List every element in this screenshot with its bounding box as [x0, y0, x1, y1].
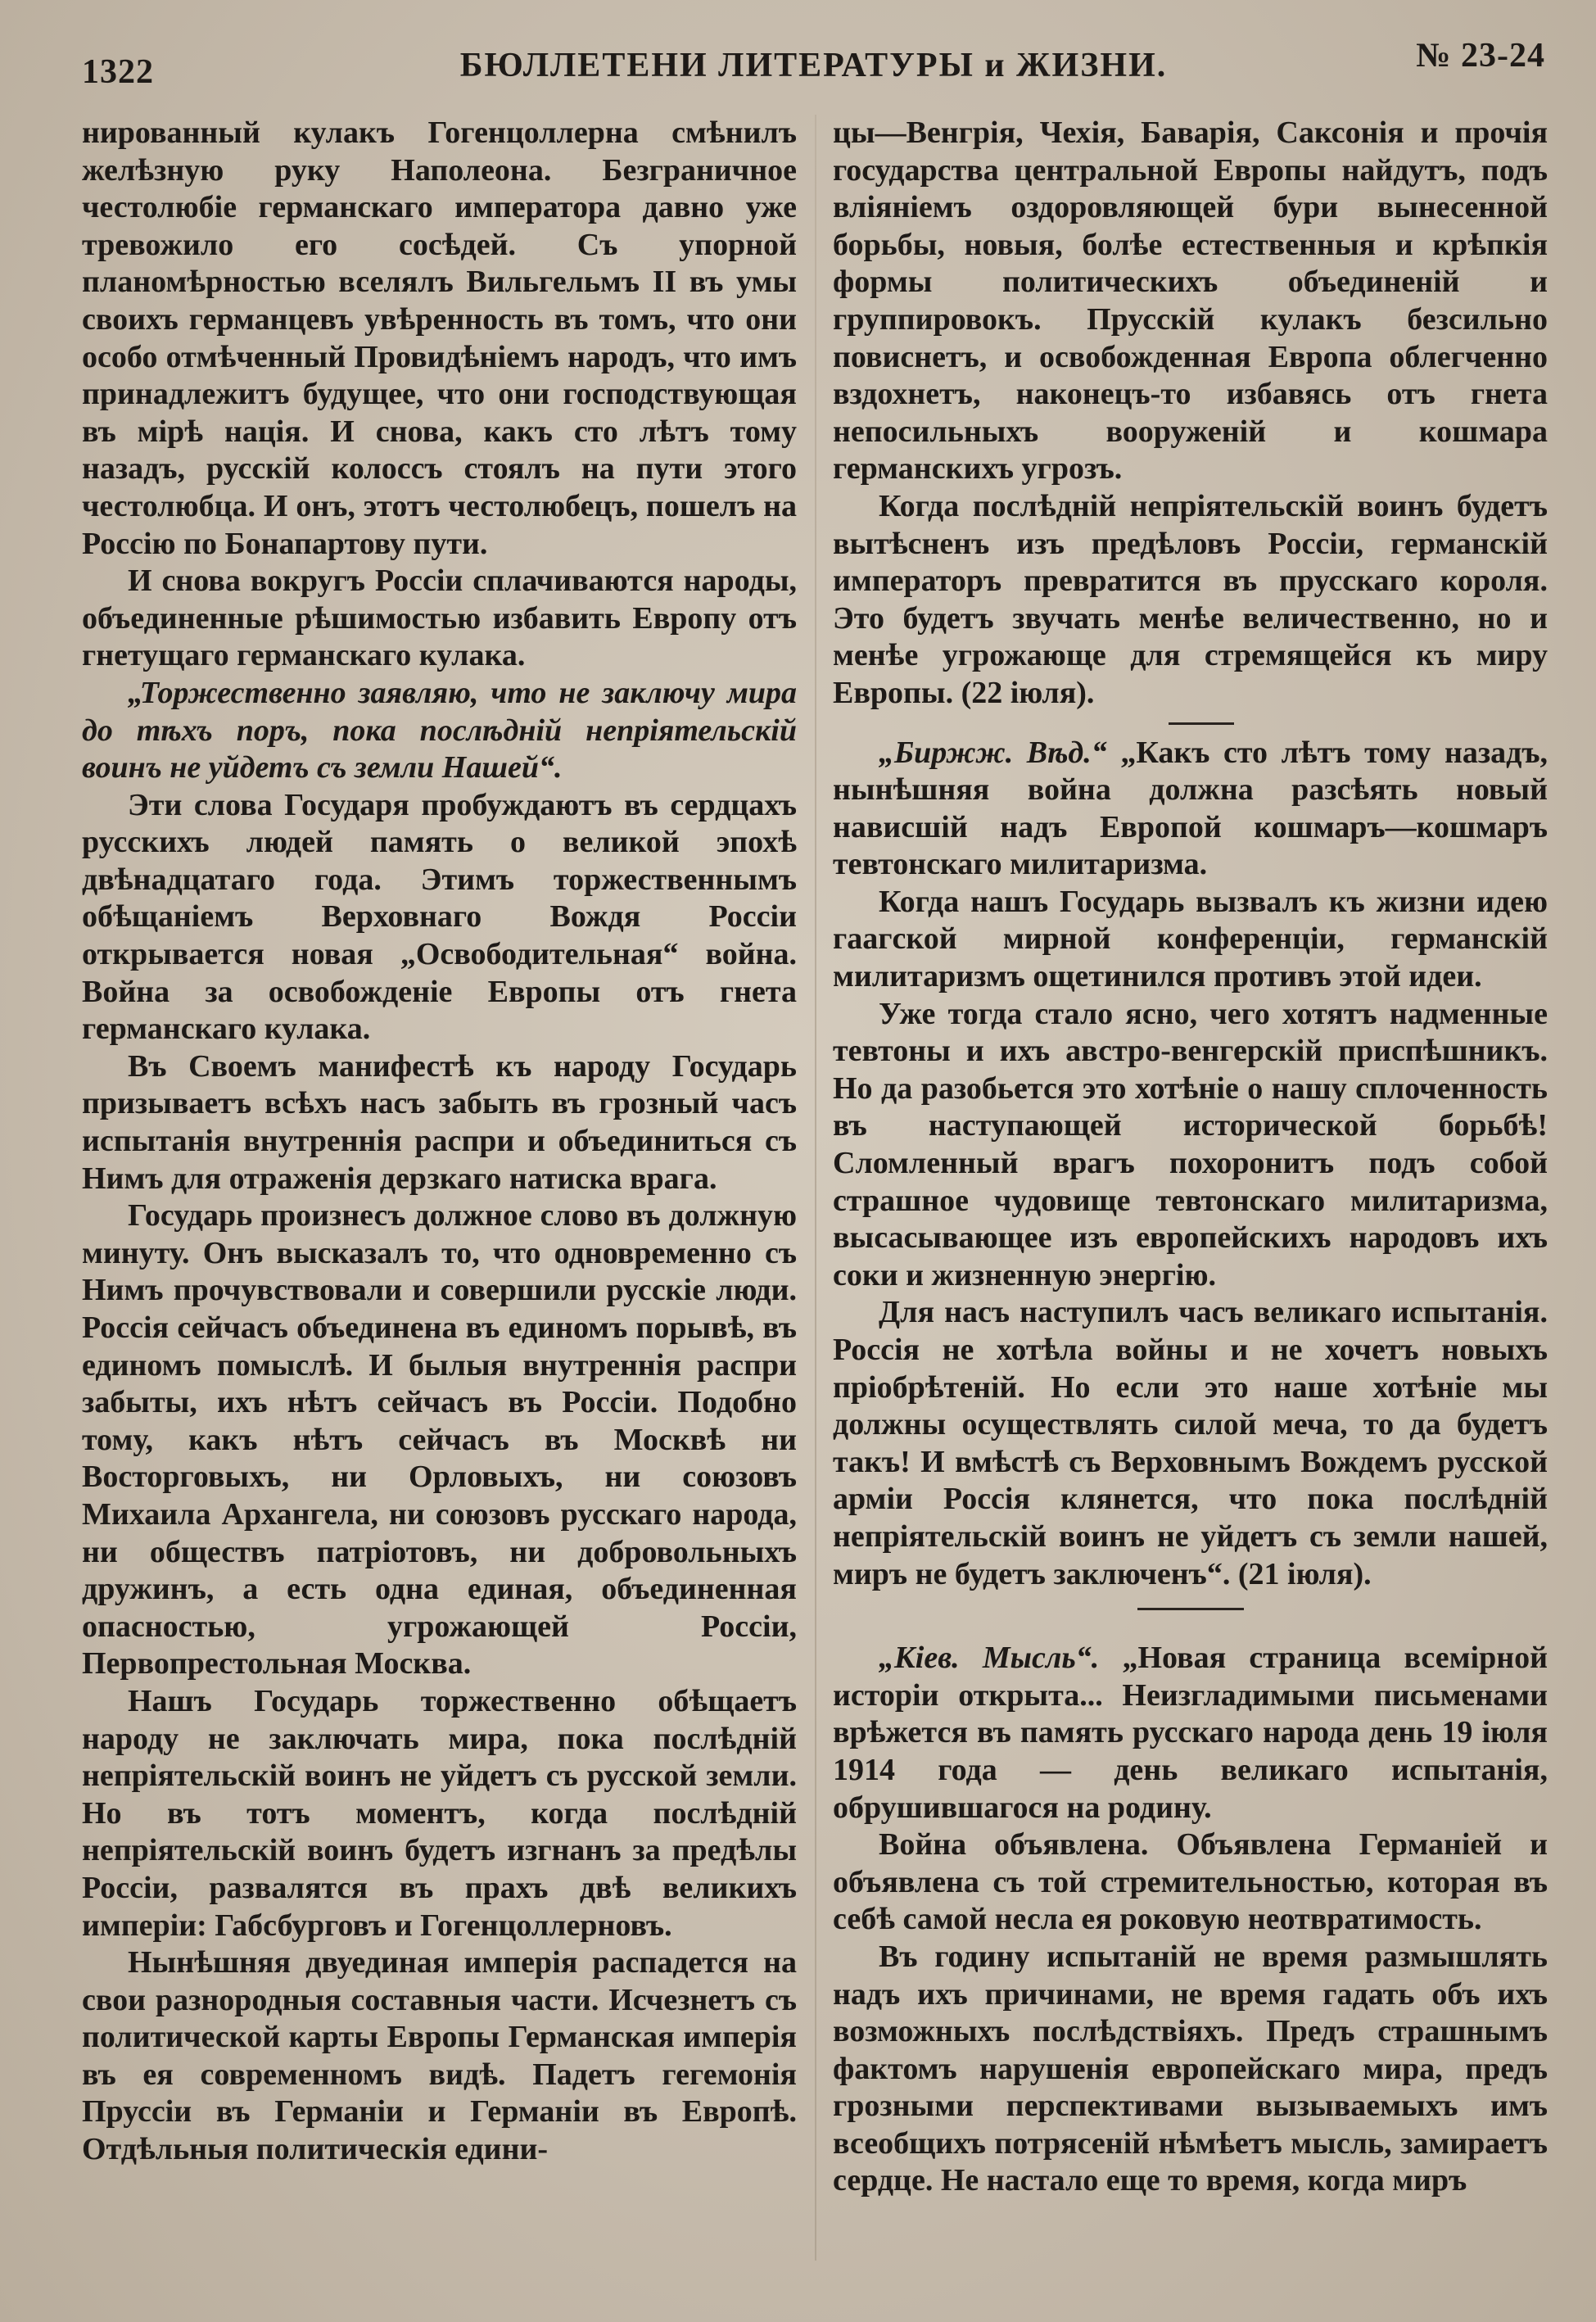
paragraph-text: „Новая страница всемірной исторіи открыта... Неизгладимыми письменами врѣжется въ память русскаго народа день 19 іюля 1914 года — день великаго испытанія, обрушившагося на родину. [833, 1641, 1548, 1825]
paragraph: Когда послѣдній непріятельскій воинъ будетъ вытѣсненъ изъ предѣловъ Россіи, германскій императоръ превратится въ прусскаго короля. Это будетъ звучать менѣе величественно, но и менѣе угрожающе для стремящейся къ миру Европы. (22 іюля). [833, 488, 1548, 710]
paragraph: И снова вокругъ Россіи сплачиваются народы, объединенные рѣшимостью избавить Европу отъ гнетущаго германскаго кулака. [82, 564, 797, 673]
page-number: 1322 [82, 53, 154, 91]
paragraph [833, 1640, 1548, 1826]
paragraph: Государь произнесъ должное слово въ должную минуту. Онъ высказалъ то, что одновременно съ Нимъ прочувствовали и совершили русскіе люди. Россія сейчасъ объединена въ единомъ порывѣ, въ единомъ помыслѣ. И былыя внутреннія распри забыты, ихъ нѣтъ сейчасъ въ Россіи. Подобно тому, какъ нѣтъ сейчасъ въ Москвѣ ни Восторговыхъ, ни Орловыхъ, ни союзовъ Михаила Архангела, ни союзовъ русскаго народа, ни обществъ патріотовъ, ни добровольныхъ дружинъ, а есть одна единая, объединенная опасностью, угрожающей Россіи, Первопрестольная Москва. [82, 1198, 797, 1682]
paragraph: Когда нашъ Государь вызвалъ къ жизни идею гаагской мирной конференціи, германскій милитаризмъ ощетинился противъ этой идеи. [833, 884, 1548, 994]
paragraph: Нашъ Государь торжественно обѣщаетъ народу не заключать мира, пока послѣдній непріятельскій воинъ не уйдетъ съ русской земли. Но въ тотъ моментъ, когда послѣдній непріятельскій воинъ будетъ изгнанъ за предѣлы Россіи, развалятся въ прахъ двѣ великихъ имперіи: Габсбурговъ и Гогенцоллерновъ. [82, 1683, 797, 1943]
journal-title: БЮЛЛЕТЕНИ ЛИТЕРАТУРЫ и ЖИЗНИ. [459, 47, 1168, 84]
section-separator [1169, 722, 1234, 725]
paragraph: цы—Венгрія, Чехія, Баварія, Саксонія и прочія государства центральной Европы найдутъ, подъ вліяніемъ оздоровляющей бури вынесенной борьбы, новыя, болѣе естественныя и крѣпкія формы политическихъ объединеній и группировокъ. Прусскій кулакъ безсильно повиснетъ, и освобожденная Европа облегченно вздохнетъ, наконецъ-то избавясь отъ гнета непосильныхъ вооруженій и кошмара германскихъ угрозъ. [833, 115, 1548, 487]
paragraph: нированный кулакъ Гогенцоллерна смѣнилъ желѣзную руку Наполеона. Безграничное честолюбіе германскаго императора давно уже тревожило его сосѣдей. Съ упорной планомѣрностью вселялъ Вильгельмъ II въ умы своихъ германцевъ увѣренность въ томъ, что они особо отмѣченный Провидѣніемъ народъ, что имъ принадлежитъ будущее, что они господствующая въ мірѣ нація. И снова, какъ сто лѣтъ тому назадъ, русскій колоссъ стоялъ на пути этого честолюбца. И онъ, этотъ честолюбецъ, пошелъ на Россію по Бонапартову пути. [82, 115, 797, 561]
running-header [82, 36, 1545, 93]
paragraph: Война объявлена. Объявлена Германіей и объявлена съ той стремительностью, которая въ себѣ самой несла ея роковую неотвратимость. [833, 1827, 1548, 1937]
paragraph: Уже тогда стало ясно, чего хотятъ надменные тевтоны и ихъ австро-венгерскій приспѣшникъ. Но да разобьется это хотѣніе о нашу сплоченность въ наступающей исторической борьбѣ! Сломленный врагъ похоронитъ подъ собой страшное чудовище тевтонскаго милитаризма, высасывающее изъ европейскихъ народовъ ихъ соки и жизненную энергію. [833, 996, 1548, 1292]
paragraph: Нынѣшняя двуединая имперія распадется на свои разнородныя составныя части. Исчезнетъ съ политической карты Европы Германская имперія въ ея современномъ видѣ. Падетъ гегемонія Пруссіи въ Германіи и Германіи въ Европѣ. Отдѣльныя политическія едини- [82, 1945, 797, 2167]
column-divider [815, 115, 816, 2261]
section-separator [1137, 1608, 1244, 1610]
source-name: „Биржж. Вѣд.“ [879, 735, 1107, 770]
paragraph: Эти слова Государя пробуждаютъ въ сердцахъ русскихъ людей память о великой эпохѣ двѣнадцатаго года. Этимъ торжественнымъ обѣщаніемъ Верховнаго Вождя Россіи открывается новая „Освободительная“ война. Война за освобожденіе Европы отъ гнета германскаго кулака. [82, 787, 797, 1047]
left-column [82, 115, 797, 2261]
source-name: „Кіев. Мысль“. [879, 1641, 1100, 1676]
tsar-quote: „Торжественно заявляю, что не заключу мира до тѣхъ поръ, пока послѣдній непріятельскій воинъ не уйдетъ съ земли Нашей“. [82, 675, 797, 785]
paragraph [833, 735, 1548, 884]
paragraph: Для насъ наступилъ часъ великаго испытанія. Россія не хотѣла войны и не хочетъ новыхъ пріобрѣтеній. Но если это наше хотѣніе мы должны осуществлять силой меча, то да будетъ такъ! И вмѣстѣ съ Верховнымъ Вождемъ русской арміи Россія клянется, что пока послѣдній непріятельскій воинъ не уйдетъ съ земли нашей, миръ не будетъ заключенъ“. (21 іюля). [833, 1295, 1548, 1591]
paragraph-text: „Какъ сто лѣтъ тому назадъ, нынѣшняя война должна разсѣять новый нависшій надъ Европой кошмаръ—кошмаръ тевтонскаго милитаризма. [833, 735, 1548, 882]
paragraph: Въ Своемъ манифестѣ къ народу Государь призываетъ всѣхъ насъ забыть въ грозный часъ испытанія внутреннія распри и объединиться съ Нимъ для отраженія дерзкаго натиска врага. [82, 1048, 797, 1196]
right-column [833, 115, 1548, 2261]
paragraph: Въ годину испытаній не время размышлять надъ ихъ причинами, не время гадать объ ихъ возможныхъ послѣдствіяхъ. Предъ страшнымъ фактомъ нарушенія европейскаго мира, предъ грозными перспективами вызываемыхъ имъ всеобщихъ потрясеній нѣмѣетъ мысль, замираетъ сердце. Не настало еще то время, когда миръ [833, 1939, 1548, 2198]
issue-number: № 23-24 [1416, 37, 1545, 75]
